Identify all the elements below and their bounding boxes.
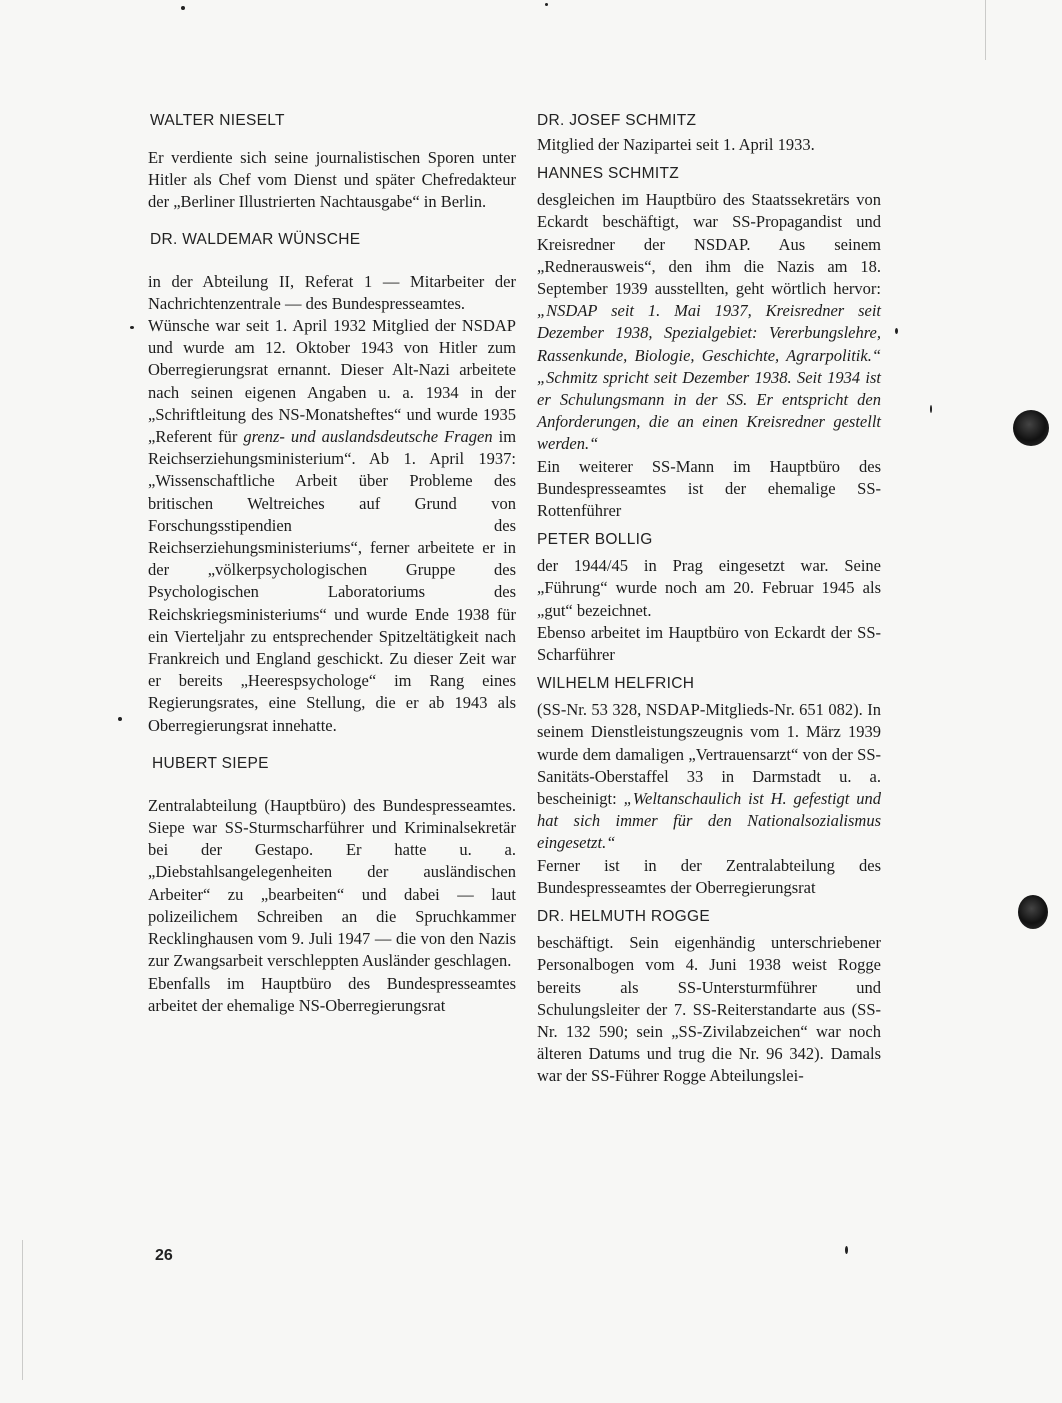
text-segment-italic: „NSDAP seit 1. Mai 1937, Kreisredner seit Dezember 1938, Spezialgebiet: Vererbungslehre, Rassenkunde, Biologie, Geschichte, Agrarpolitik.“ „Schmitz spricht seit Dezember 1938. Seit 1934 ist er Schulungsmann in der SS. Er entspricht den Anforderungen, die an einen Kreisredner gestellt werden.“ [537, 301, 881, 454]
heading-waldemar-wuensche: DR. WALDEMAR WÜNSCHE [150, 230, 361, 248]
text-segment-italic: grenz- und auslandsdeutsche Fragen [243, 427, 493, 447]
text-segment: (SS-Nr. 53 328, NSDAP-Mitglieds-Nr. 651 082). In seinem Dienstleistungszeugnis vom 1. März 1939 wurde dem damaligen „Vertrauensarzt“ von der SS-Sanitäts-Oberstaffel 33 in Darmstadt u. a. bescheinigt: [537, 700, 881, 809]
heading-josef-schmitz: DR. JOSEF SCHMITZ [537, 112, 697, 129]
scan-speck [130, 326, 134, 329]
paragraph-scharfuehrer: Ebenso arbeitet im Hauptbüro von Eckardt der SS-Scharführer [537, 622, 881, 665]
heading-hubert-siepe: HUBERT SIEPE [152, 754, 269, 772]
paragraph-siepe: Zentralabteilung (Hauptbüro) des Bundespresseamtes. Siepe war SS-Sturmscharführer und Kriminalsekretär bei der Gestapo. Er hatte u. a. „Diebstahlsangelegenheiten der ausländischen Arbeiter“ zu „bearbeiten“ und dabei — laut polizeilichem Schreiben an die Spruchkammer Recklinghausen vom 9. Juli 1947 — die von den Nazis zur Zwangsarbeit verschleppten Ausländer geschlagen. [148, 795, 516, 971]
scan-artifact-line [985, 0, 986, 60]
scan-speck [930, 405, 932, 413]
scan-speck [118, 717, 122, 721]
punch-hole [1013, 410, 1049, 446]
paragraph-helfrich [537, 699, 881, 854]
page-number: 26 [155, 1247, 173, 1264]
paragraph-nieselt: Er verdiente sich seine journalistischen Sporen unter Hitler als Chef vom Dienst und später Chefredakteur der „Berliner Illustrierten Nachtausgabe“ in Berlin. [148, 148, 516, 212]
heading-wilhelm-helfrich: WILHELM HELFRICH [537, 675, 695, 693]
text-segment: desgleichen im Hauptbüro des Staatssekretärs von Eckardt beschäftigt, war SS-Propagandist und Kreisredner der NSDAP. Aus seinem „Rednerausweis“, den ihm die Nazis am 18. September 1939 ausstellten, geht wörtlich hervor: [537, 190, 881, 299]
text-segment: im Reichserziehungsministerium“. Ab 1. April 1937: „Wissenschaftliche Arbeit über Probleme des britischen Weltreiches auf Grund von Forschungsstipendien des Reichserziehungsministeriums“, ferner arbeitete er in der „völkerpsychologischen Gruppe des Psychologischen Laboratoriums des Reichskriegsministeriums“ und wurde Ende 1938 für ein Vierteljahr zu entsprechender Spitzeltätigkeit nach Frankreich und England geschickt. Zu dieser Zeit war er bereits „Heerespsychologe“ im Rang eines Regierungsrates, eine Stellung, die er ab 1943 als Oberregierungsrat innehatte. [148, 427, 517, 735]
heading-peter-bollig: PETER BOLLIG [537, 531, 653, 549]
heading-walter-nieselt: WALTER NIESELT [150, 112, 285, 129]
scan-artifact-line [22, 1240, 23, 1380]
right-column [537, 112, 881, 1088]
scan-speck [545, 3, 548, 6]
punch-hole [1018, 895, 1048, 929]
scan-speck [181, 6, 185, 10]
paragraph-oberregierungsrat: Ferner ist in der Zentralabteilung des Bundespresseamtes der Oberregierungsrat [537, 855, 881, 897]
paragraph-rottenfuehrer: Ein weiterer SS-Mann im Hauptbüro des Bundespresseamtes ist der ehemalige SS-Rottenführer [537, 456, 881, 521]
heading-hannes-schmitz: HANNES SCHMITZ [537, 165, 679, 183]
text-segment-italic: „Weltanschaulich ist H. gefestigt und hat sich immer für den Nationalsozialismus eingesetzt.“ [537, 789, 882, 853]
paragraph-josef-schmitz: Mitglied der Nazipartei seit 1. April 1933. [537, 135, 815, 154]
paragraph-rogge: beschäftigt. Sein eigenhändig unterschriebener Personalbogen vom 4. Juni 1938 weist Rogge bereits als SS-Untersturmführer und Schulungsleiter der 7. SS-Reiterstandarte aus (SS-Nr. 132 590; sein „SS-Zivilabzeichen“ war noch älteren Datums und trug die Nr. 96 342). Damals war der SS-Führer Rogge Abteilungslei- [537, 933, 881, 1086]
paragraph-bollig: der 1944/45 in Prag eingesetzt war. Seine „Führung“ wurde noch am 20. Februar 1945 als „gut“ bezeichnet. [537, 556, 881, 620]
paragraph-hannes-schmitz [537, 189, 881, 455]
text-segment: Wünsche war seit 1. April 1932 Mitglied der NSDAP und wurde am 12. Oktober 1943 von Hitler zum Oberregierungsrat ernannt. Dieser Alt-Nazi arbeitete nach seinen eigenen Angaben u. a. 1934 in der „Schriftleitung des NS-Monatsheftes“ und wurde 1935 „Referent für [148, 316, 516, 447]
heading-helmuth-rogge: DR. HELMUTH ROGGE [537, 908, 711, 926]
left-column [148, 112, 516, 1017]
scan-speck [845, 1246, 848, 1254]
paragraph-wuensche-position: in der Abteilung II, Referat 1 — Mitarbeiter der Nachrichtenzentrale — des Bundespresseamtes. [148, 271, 516, 313]
paragraph-ebenfalls: Ebenfalls im Hauptbüro des Bundespresseamtes arbeitet der ehemalige NS-Oberregierungsrat [148, 973, 516, 1015]
scan-speck [895, 328, 898, 334]
paragraph-wuensche-history [148, 315, 516, 737]
